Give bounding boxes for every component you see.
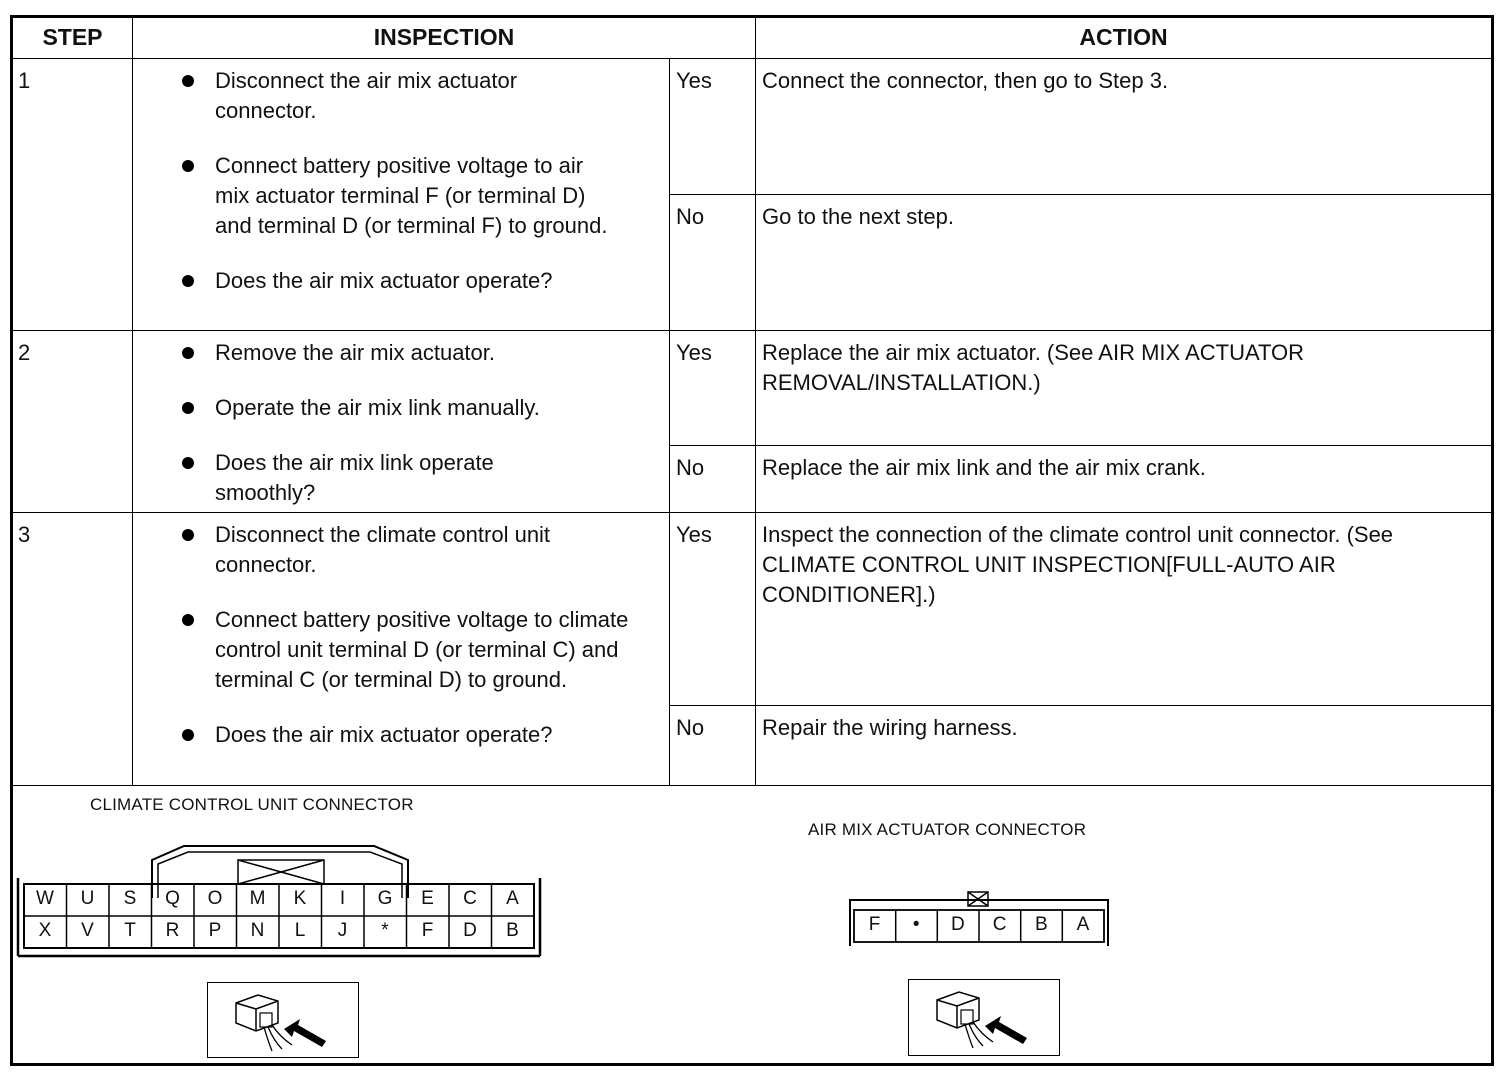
inspection-item: Does the air mix actuator operate? <box>177 720 647 750</box>
inspection-item: Disconnect the climate control unit connector. <box>177 520 615 580</box>
inspection-list <box>177 66 622 321</box>
action-text: Inspect the connection of the climate control unit connector. (See CLIMATE CONTROL UNIT INSPECTION[FULL-AUTO AIR CONDITIONER].) <box>762 522 1394 607</box>
connector-pin-label: N <box>250 920 265 941</box>
inspection-item: Disconnect the air mix actuator connector. <box>177 66 622 126</box>
connector-pin-label: P <box>208 920 222 941</box>
inspection-item: Does the air mix link operate smoothly? <box>177 448 575 508</box>
connector-pin-label: E <box>421 888 434 909</box>
connector-pin-label: X <box>38 920 52 941</box>
connector-pin-label: B <box>506 920 519 941</box>
col-divider-yesno <box>669 58 670 785</box>
answer-yes: Yes <box>676 522 712 547</box>
inspection-list <box>177 338 622 533</box>
answer-no: No <box>676 715 705 740</box>
connector-pin-label: U <box>80 888 95 909</box>
answer-yes: Yes <box>676 68 712 93</box>
connector-pin-label: W <box>36 888 54 909</box>
connector-pin-label: A <box>506 888 519 909</box>
connector-pin-label: • <box>912 914 920 935</box>
connector-pin-label: D <box>463 920 477 941</box>
step-number: 3 <box>18 522 31 547</box>
connector-pin-label: S <box>123 888 137 909</box>
col-divider-step <box>132 18 133 785</box>
air-mix-connector-label: AIR MIX ACTUATOR CONNECTOR <box>808 820 1087 839</box>
connector-pin-label: K <box>293 888 307 909</box>
row2-sub-divider <box>669 445 1491 446</box>
connector-plug-icon <box>208 983 358 1057</box>
connector-pin-label: F <box>421 920 434 941</box>
action-text: Replace the air mix actuator. (See AIR MIX ACTUATOR REMOVAL/INSTALLATION.) <box>762 340 1305 395</box>
connector-plug-icon <box>909 980 1059 1055</box>
header-divider <box>13 58 1491 59</box>
row1-sub-divider <box>669 194 1491 195</box>
step-number: 2 <box>18 340 31 365</box>
answer-yes: Yes <box>676 340 712 365</box>
inspection-item: Remove the air mix actuator. <box>177 338 622 368</box>
inspection-item: Does the air mix actuator operate? <box>177 266 622 296</box>
connector-pin-label: A <box>1076 914 1090 935</box>
connector-pin-label: C <box>992 914 1007 935</box>
answer-no: No <box>676 204 705 229</box>
row3-sub-divider <box>669 705 1491 706</box>
connector-pin-label: G <box>377 888 393 909</box>
connector-pin-label: R <box>165 920 180 941</box>
connector-pin-label: M <box>249 888 266 909</box>
connector-pin-label: V <box>81 920 94 941</box>
row3-divider <box>13 785 1491 786</box>
connector-pin-label: * <box>381 920 389 941</box>
inspection-item: Connect battery positive voltage to climate control unit terminal D (or terminal C) and terminal C (or terminal D) to ground. <box>177 605 647 695</box>
connector-pin-label: D <box>951 914 965 935</box>
connector-pin-label: F <box>868 914 881 935</box>
header-action: ACTION <box>1079 24 1168 50</box>
inspection-item: Operate the air mix link manually. <box>177 393 622 423</box>
answer-no: No <box>676 455 705 480</box>
header-step: STEP <box>42 24 103 50</box>
action-text: Connect the connector, then go to Step 3. <box>762 68 1169 93</box>
col-divider-action <box>755 18 756 785</box>
row1-divider <box>13 330 1491 331</box>
connector-pin-label: J <box>337 920 348 941</box>
connector-pin-label: L <box>294 920 306 941</box>
inspection-item: Connect battery positive voltage to air mix actuator terminal F (or terminal D) and terminal D (or terminal F) to ground. <box>177 151 622 241</box>
harness-side-connector-icon <box>207 982 359 1058</box>
harness-side-connector-icon <box>908 979 1060 1056</box>
connector-pin-label: T <box>124 920 136 941</box>
connector-pin-label: B <box>1034 914 1048 935</box>
climate-connector-label: CLIMATE CONTROL UNIT CONNECTOR <box>90 795 414 814</box>
step-number: 1 <box>18 68 31 93</box>
connector-pin-label: Q <box>165 888 180 909</box>
action-text: Repair the wiring harness. <box>762 715 1018 740</box>
connector-pin-label: I <box>339 888 346 909</box>
inspection-list <box>177 520 647 775</box>
header-inspection: INSPECTION <box>373 24 515 50</box>
connector-pin-label: O <box>207 888 223 909</box>
connector-pin-label: C <box>463 888 477 909</box>
action-text: Replace the air mix link and the air mix crank. <box>762 455 1206 480</box>
action-text: Go to the next step. <box>762 204 955 229</box>
